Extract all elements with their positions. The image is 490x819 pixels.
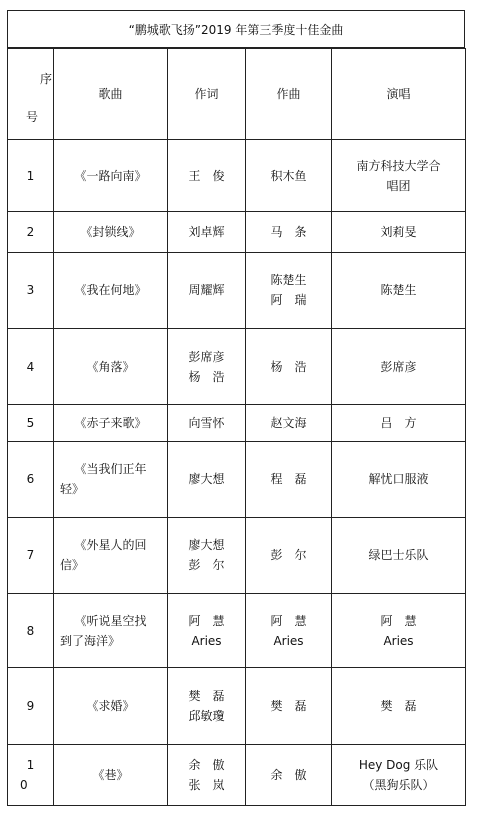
row-number: 9	[8, 668, 54, 744]
composer: 马 条	[246, 211, 332, 252]
performer-line: （黑狗乐队）	[362, 777, 435, 792]
composer-line: 阿 瑞	[270, 293, 307, 308]
table-row	[8, 211, 466, 252]
lyricist	[168, 668, 246, 744]
table-row	[8, 594, 466, 668]
lyricist	[168, 517, 246, 593]
table-row	[8, 140, 466, 211]
performer	[332, 744, 466, 805]
performer: 解忧口服液	[332, 441, 466, 517]
row-number: 5	[8, 405, 54, 441]
lyricist-line: 邱敏瓊	[188, 709, 225, 724]
song-line: 轻》	[60, 482, 85, 497]
composer: 余 傲	[246, 744, 332, 805]
performer: 樊 磊	[332, 668, 466, 744]
performer: 绿巴士乐队	[332, 517, 466, 593]
song-name	[54, 517, 168, 593]
lyricist: 王 俊	[168, 140, 246, 211]
composer-line: 陈楚生	[270, 273, 307, 288]
row-number	[8, 744, 54, 805]
row-number: 1	[8, 140, 54, 211]
header-seq-b: 号	[26, 110, 39, 124]
row-number: 3	[8, 252, 54, 328]
performer: 陈楚生	[332, 252, 466, 328]
lyricist: 周耀辉	[168, 252, 246, 328]
composer: 樊 磊	[246, 668, 332, 744]
song-name: 《求婚》	[54, 668, 168, 744]
song-grid	[7, 48, 466, 806]
table-row	[8, 744, 466, 805]
song-name	[54, 594, 168, 668]
header-composer: 作曲	[246, 49, 332, 140]
performer-line: Hey Dog 乐队	[358, 757, 439, 772]
header-lyricist: 作词	[168, 49, 246, 140]
table-title: “鹏城歌飞扬”2019 年第三季度十佳金曲	[7, 10, 465, 48]
lyricist: 向雪怀	[168, 405, 246, 441]
header-row	[8, 49, 466, 140]
song-line: 《当我们正年	[74, 462, 147, 477]
song-name: 《一路向南》	[54, 140, 168, 211]
song-name: 《封锁线》	[54, 211, 168, 252]
song-line: 到了海洋》	[60, 633, 121, 648]
song-name: 《巷》	[54, 744, 168, 805]
composer	[246, 252, 332, 328]
lyricist-line: 杨 浩	[188, 369, 225, 384]
song-name	[54, 441, 168, 517]
lyricist	[168, 594, 246, 668]
song-line: 信》	[60, 558, 85, 573]
song-name: 《角落》	[54, 329, 168, 405]
song-name: 《我在何地》	[54, 252, 168, 328]
composer: 积木鱼	[246, 140, 332, 211]
lyricist	[168, 744, 246, 805]
song-line: 《外星人的回	[74, 538, 147, 553]
header-seq-a: 序	[40, 72, 53, 86]
composer: 赵文海	[246, 405, 332, 441]
composer: 杨 浩	[246, 329, 332, 405]
song-table	[7, 10, 465, 806]
table-row	[8, 441, 466, 517]
composer: 彭 尔	[246, 517, 332, 593]
row-number: 7	[8, 517, 54, 593]
lyricist-line: 张 岚	[188, 777, 225, 792]
lyricist-line: Aries	[191, 633, 222, 648]
row-number: 6	[8, 441, 54, 517]
row-number-line: 0	[20, 777, 28, 792]
table-row	[8, 668, 466, 744]
song-line: 《听说星空找	[74, 613, 147, 628]
table-row	[8, 517, 466, 593]
row-number-line: 1	[26, 757, 35, 772]
performer	[332, 140, 466, 211]
table-row	[8, 329, 466, 405]
header-seq	[8, 49, 54, 140]
performer: 吕 方	[332, 405, 466, 441]
lyricist-line: 彭席彦	[188, 349, 225, 364]
lyricist-line: 阿 慧	[188, 613, 225, 628]
header-song: 歌曲	[54, 49, 168, 140]
performer-line: Aries	[383, 633, 414, 648]
performer-line: 南方科技大学合	[356, 158, 441, 173]
lyricist-line: 余 傲	[188, 757, 225, 772]
performer-line: 阿 慧	[380, 613, 417, 628]
table-row	[8, 252, 466, 328]
row-number: 8	[8, 594, 54, 668]
lyricist: 廖大想	[168, 441, 246, 517]
lyricist-line: 樊 磊	[188, 689, 225, 704]
lyricist: 刘卓辉	[168, 211, 246, 252]
lyricist	[168, 329, 246, 405]
table-row	[8, 405, 466, 441]
row-number: 4	[8, 329, 54, 405]
performer: 刘莉旻	[332, 211, 466, 252]
song-name: 《赤子来歌》	[54, 405, 168, 441]
performer-line: 唱团	[386, 178, 411, 193]
header-performer: 演唱	[332, 49, 466, 140]
lyricist-line: 彭 尔	[188, 558, 225, 573]
composer-line: Aries	[273, 633, 304, 648]
performer	[332, 594, 466, 668]
composer	[246, 594, 332, 668]
lyricist-line: 廖大想	[188, 538, 225, 553]
performer: 彭席彦	[332, 329, 466, 405]
row-number: 2	[8, 211, 54, 252]
composer-line: 阿 慧	[270, 613, 307, 628]
composer: 程 磊	[246, 441, 332, 517]
